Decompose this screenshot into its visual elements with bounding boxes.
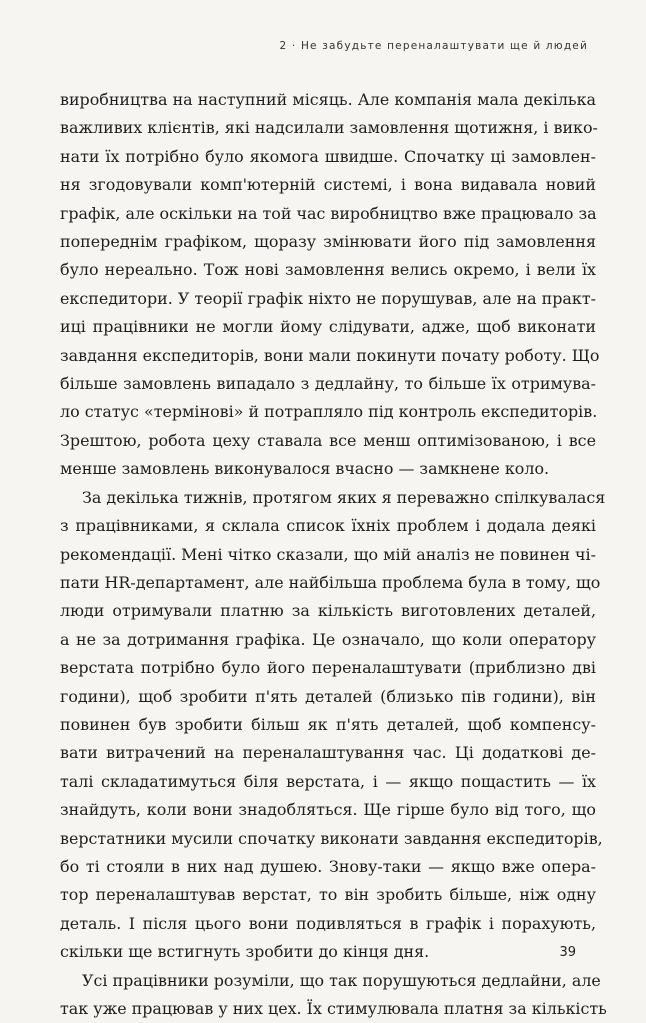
text-line: За декілька тижнів, протягом яких я переважно спілкувалася xyxy=(82,487,606,507)
text-line: повинен був зробити більш як п'ять деталей, щоб компенсу- xyxy=(60,714,596,734)
text-line: верстата потрібно було його переналаштувати (приблизно дві xyxy=(60,658,596,678)
text-line: з працівниками, я склала список їхніх проблем і додала деякі xyxy=(60,516,596,536)
text-line: скільки ще встигнуть зробити до кінця дня. xyxy=(60,942,430,962)
text-line: менше замовлень виконувалося вчасно — замкнене коло. xyxy=(60,459,550,479)
text-line: пати HR-департамент, але найбільша проблема була в тому, що xyxy=(60,572,601,592)
text-line: графік, але оскільки на той час виробництво вже працювало за xyxy=(60,203,597,223)
text-line: талі складатимуться біля верстата, і — якщо пощастить — їх xyxy=(60,771,596,791)
text-line: виробництва на наступний місяць. Але компанія мала декілька xyxy=(60,90,596,109)
text-line: так уже працював у них цех. Їх стимулювала платня за кількість xyxy=(60,999,607,1018)
text-line: важливих клієнтів, які надсилали замовлення щотижня, і вико- xyxy=(60,118,598,138)
text-line: тор переналаштував верстат, то він зробить більше, ніж одну xyxy=(60,885,596,905)
text-line: завдання експедиторів, вони мали покинути почату роботу. Що xyxy=(60,345,600,365)
text-line: експедитори. У теорії графік ніхто не порушував, але на практ- xyxy=(60,288,596,308)
text-line: верстатники мусили спочатку виконати завдання експедиторів, xyxy=(60,828,603,848)
text-line: Зрештою, робота цеху ставала все менш оптимізованою, і все xyxy=(60,430,596,450)
text-line: більше замовлень випадало з дедлайну, то більше їх отримува- xyxy=(60,374,596,394)
paragraph-1 xyxy=(60,86,600,484)
paragraph-2 xyxy=(60,484,606,967)
text-line: бо ті стояли в них над душею. Знову-таки — якщо вже опера- xyxy=(60,856,596,876)
text-line: люди отримували платню за кількість виготовлених деталей, xyxy=(60,601,596,621)
text-line: було нереально. Тож нові замовлення велись окремо, і вели їх xyxy=(60,260,596,280)
paragraph-3 xyxy=(60,967,607,1023)
text-line: иці працівники не могли йому слідувати, адже, щоб виконати xyxy=(60,317,596,337)
text-line: ня згодовували комп'ютерній системі, і вона видавала новий xyxy=(60,175,596,195)
text-line: а не за дотримання графіка. Це означало, що коли оператору xyxy=(60,629,596,649)
text-line: Усі працівники розуміли, що так порушуються дедлайни, але xyxy=(82,970,601,990)
body-text xyxy=(60,86,607,1023)
running-header: 2 · Не забудьте переналаштувати ще й людей xyxy=(279,40,588,52)
text-line: попереднім графіком, щоразу змінювати його під замовлення xyxy=(60,232,596,252)
page-number: 39 xyxy=(559,945,576,960)
text-line: вати витрачений на переналаштування час. Ці додаткові де- xyxy=(60,743,596,763)
text-line: нати їх потрібно було якомога швидше. Спочатку ці замовлен- xyxy=(60,146,596,166)
text-line: години), щоб зробити п'ять деталей (близько пів години), він xyxy=(60,686,596,706)
text-line: знайдуть, коли вони знадобляться. Ще гірше було від того, що xyxy=(60,800,596,820)
text-line: рекомендації. Мені чітко сказали, що мій аналіз не повинен чі- xyxy=(60,544,596,564)
text-line: деталь. І після цього вони подивляться в графік і порахують, xyxy=(60,913,596,933)
text-line: ло статус «термінові» й потрапляло під контроль експедиторів. xyxy=(60,402,598,422)
